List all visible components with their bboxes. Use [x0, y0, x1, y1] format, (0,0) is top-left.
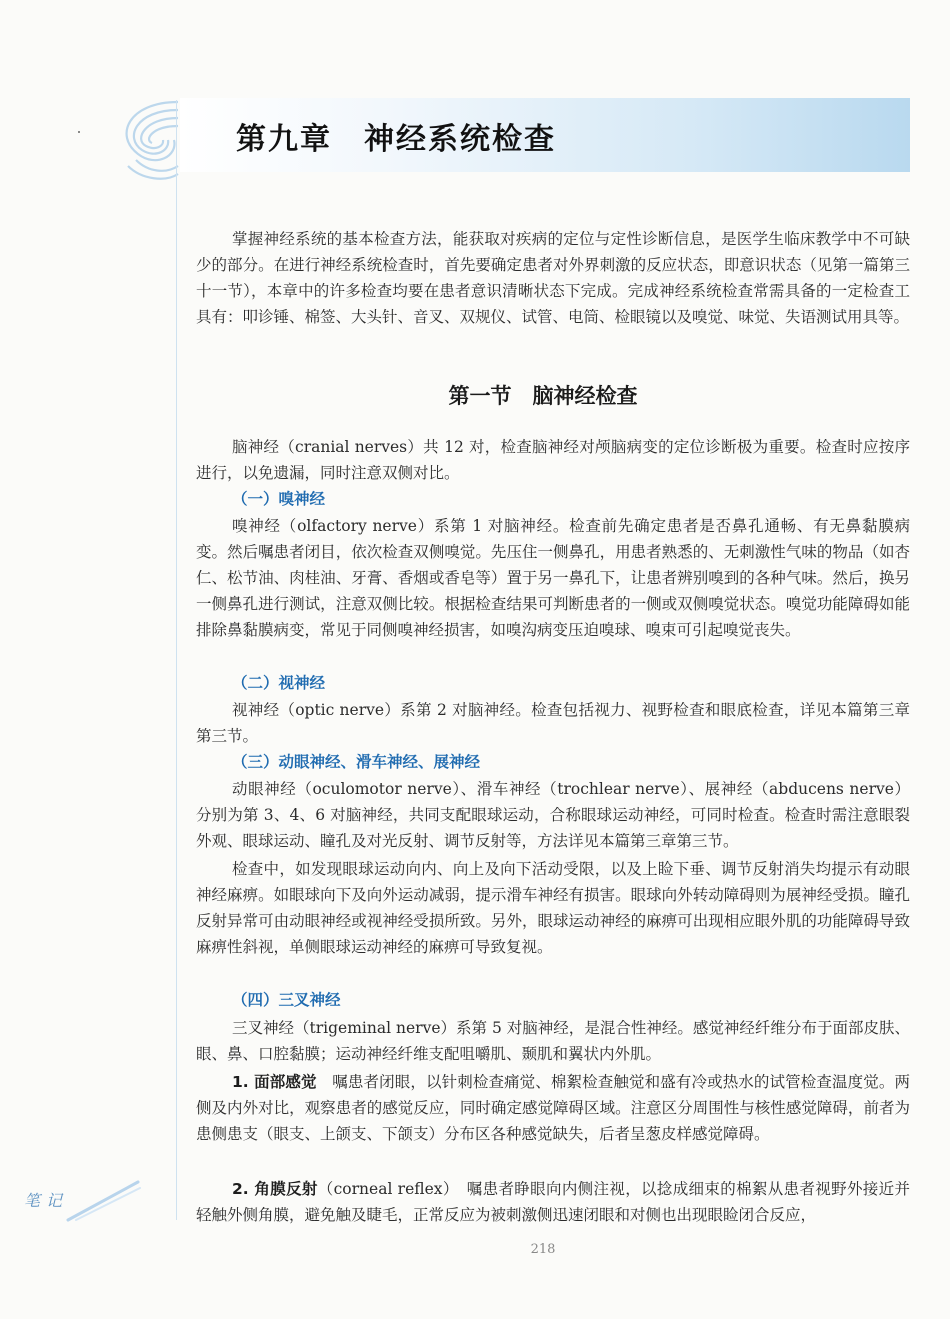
chapter-title: 第九章 神经系统检查 — [236, 122, 556, 157]
item-text-corneal-reflex: （corneal reflex） 嘱患者睁眼向内侧注视，以捻成细束的棉絮从患者视野外接近并轻触外侧角膜，避免触及睫毛，正常反应为被刺激侧迅速闭眼和对侧也出现眼睑闭合反应， — [196, 1180, 910, 1224]
paragraph-trigeminal: 三叉神经（trigeminal nerve）系第 5 对脑神经，是混合性神经。感觉神经纤维分布于面部皮肤、眼、鼻、口腔黏膜；运动神经纤维支配咀嚼肌、颞肌和翼状内外肌。 — [196, 1019, 910, 1063]
paragraph-oculomotor-2: 检查中，如发现眼球运动向内、向上及向下活动受限，以及上睑下垂、调节反射消失均提示有动眼神经麻痹。如眼球向下及向外运动减弱，提示滑车神经有损害。眼球向外转动障碍则为展神经受损。瞳孔反射异常可由动眼神经或视神经受损所致。另外，眼球运动神经的麻痹可出现相应眼外肌的功能障碍导致麻痹性斜视，单侧眼球运动神经的麻痹可导致复视。 — [196, 860, 910, 956]
pen-stroke-icon — [62, 1178, 142, 1224]
item-facial-sensation — [196, 1069, 910, 1147]
section-title: 第一节 脑神经检查 — [448, 384, 638, 408]
swirl-decoration-icon — [108, 96, 180, 186]
subsection-heading-oculomotor: （三）动眼神经、滑车神经、展神经 — [232, 753, 481, 771]
item-text-facial-sensation: 嘱患者闭眼，以针刺检查痛觉、棉絮检查触觉和盛有冷或热水的试管检查温度觉。两侧及内外对比，观察患者的感觉反应，同时确定感觉障碍区域。注意区分周围性与核性感觉障碍，前者为患侧患支（眼支、上颌支、下颌支）分布区各种感觉缺失，后者呈葱皮样感觉障碍。 — [196, 1073, 910, 1143]
subsection-heading-trigeminal: （四）三叉神经 — [232, 991, 341, 1009]
paragraph-olfactory: 嗅神经（olfactory nerve）系第 1 对脑神经。检查前先确定患者是否鼻孔通畅、有无鼻黏膜病变。然后嘱患者闭目，依次检查双侧嗅觉。先压住一侧鼻孔，用患者熟悉的、无刺激性气味的物品（如杏仁、松节油、肉桂油、牙膏、香烟或香皂等）置于另一鼻孔下，让患者辨别嗅到的各种气味。然后，换另一侧鼻孔进行测试，注意双侧比较。根据检查结果可判断患者的一侧或双侧嗅觉状态。嗅觉功能障碍如能排除鼻黏膜病变，常见于同侧嗅神经损害，如嗅沟病变压迫嗅球、嗅束可引起嗅觉丧失。 — [196, 517, 910, 639]
paragraph-oculomotor-1: 动眼神经（oculomotor nerve）、滑车神经（trochlear nerve）、展神经（abducens nerve）分别为第 3、4、6 对脑神经，共同支配眼球运动，合称眼球运动神经，可同时检查。检查时需注意眼裂外观、眼球运动、瞳孔及对光反射、调节反射等，方法详见本篇第三章第三节。 — [196, 780, 910, 850]
subsection-heading-optic: （二）视神经 — [232, 674, 326, 692]
margin-rule — [176, 100, 177, 1220]
notes-mark: 笔记 — [24, 1191, 69, 1210]
chapter-intro: 掌握神经系统的基本检查方法，能获取对疾病的定位与定性诊断信息，是医学生临床教学中不可缺少的部分。在进行神经系统检查时，首先要确定患者对外界刺激的反应状态，即意识状态（见第一篇第三十一节），本章中的许多检查均要在患者意识清晰状态下完成。完成神经系统检查常需具备的一定检查工具有：叩诊锤、棉签、大头针、音叉、双规仪、试管、电筒、检眼镜以及嗅觉、味觉、失语测试用具等。 — [196, 230, 910, 326]
item-label-corneal-reflex: 2. 角膜反射 — [232, 1180, 318, 1198]
item-label-facial-sensation: 1. 面部感觉 — [232, 1073, 317, 1091]
margin-dot — [78, 131, 80, 133]
item-corneal-reflex — [196, 1176, 910, 1228]
page-number: 218 — [530, 1242, 556, 1257]
paragraph-optic: 视神经（optic nerve）系第 2 对脑神经。检查包括视力、视野检查和眼底检查，详见本篇第三章第三节。 — [196, 701, 910, 745]
subsection-heading-olfactory: （一）嗅神经 — [232, 490, 326, 508]
section-intro: 脑神经（cranial nerves）共 12 对，检查脑神经对颅脑病变的定位诊断极为重要。检查时应按序进行，以免遗漏，同时注意双侧对比。 — [196, 438, 910, 482]
